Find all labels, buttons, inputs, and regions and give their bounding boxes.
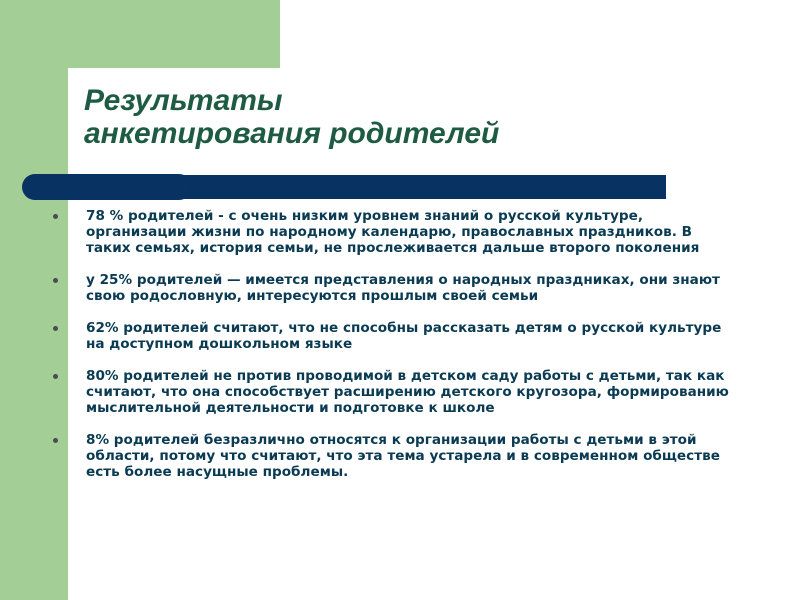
list-item-text: 80% родителей не против проводимой в детском саду работы с детьми, так как считают, что она способствует расширению детского кругозора, формированию мыслительной деятельности и подготовке к школе [86, 368, 729, 416]
slide-title-line-2: анкетирования родителей [84, 117, 500, 150]
title-underline-bar [158, 175, 666, 199]
decorative-green-block [68, 0, 280, 68]
bullet-dot-icon [53, 374, 58, 379]
bullet-list [50, 208, 740, 480]
list-item [50, 432, 740, 480]
list-item-text: 8% родителей безразлично относятся к организации работы с детьми в этой области, потому что считают, что эта тема устарела и в современном обществе есть более насущные проблемы. [86, 432, 720, 480]
list-item-text: 78 % родителей - с очень низким уровнем знаний о русской культуре, организации жизни по народному календарю, православных праздников. В таких семьях, история семьи, не прослеживается дальше второго поколения [86, 208, 700, 256]
list-item [50, 368, 740, 416]
list-item [50, 272, 740, 304]
bullet-dot-icon [53, 214, 58, 219]
bullet-dot-icon [53, 326, 58, 331]
title-underline-oval [22, 174, 192, 200]
list-item [50, 208, 740, 256]
bullet-dot-icon [53, 438, 58, 443]
slide-title-line-1: Результаты [84, 84, 283, 117]
slide-title [84, 84, 724, 150]
list-item-text: 62% родителей считают, что не способны рассказать детям о русской культуре на доступном дошкольном языке [86, 320, 722, 352]
list-item-text: у 25% родителей — имеется представления о народных праздниках, они знают свою родословную, интересуются прошлым своей семьи [86, 272, 720, 304]
list-item [50, 320, 740, 352]
bullet-dot-icon [53, 278, 58, 283]
